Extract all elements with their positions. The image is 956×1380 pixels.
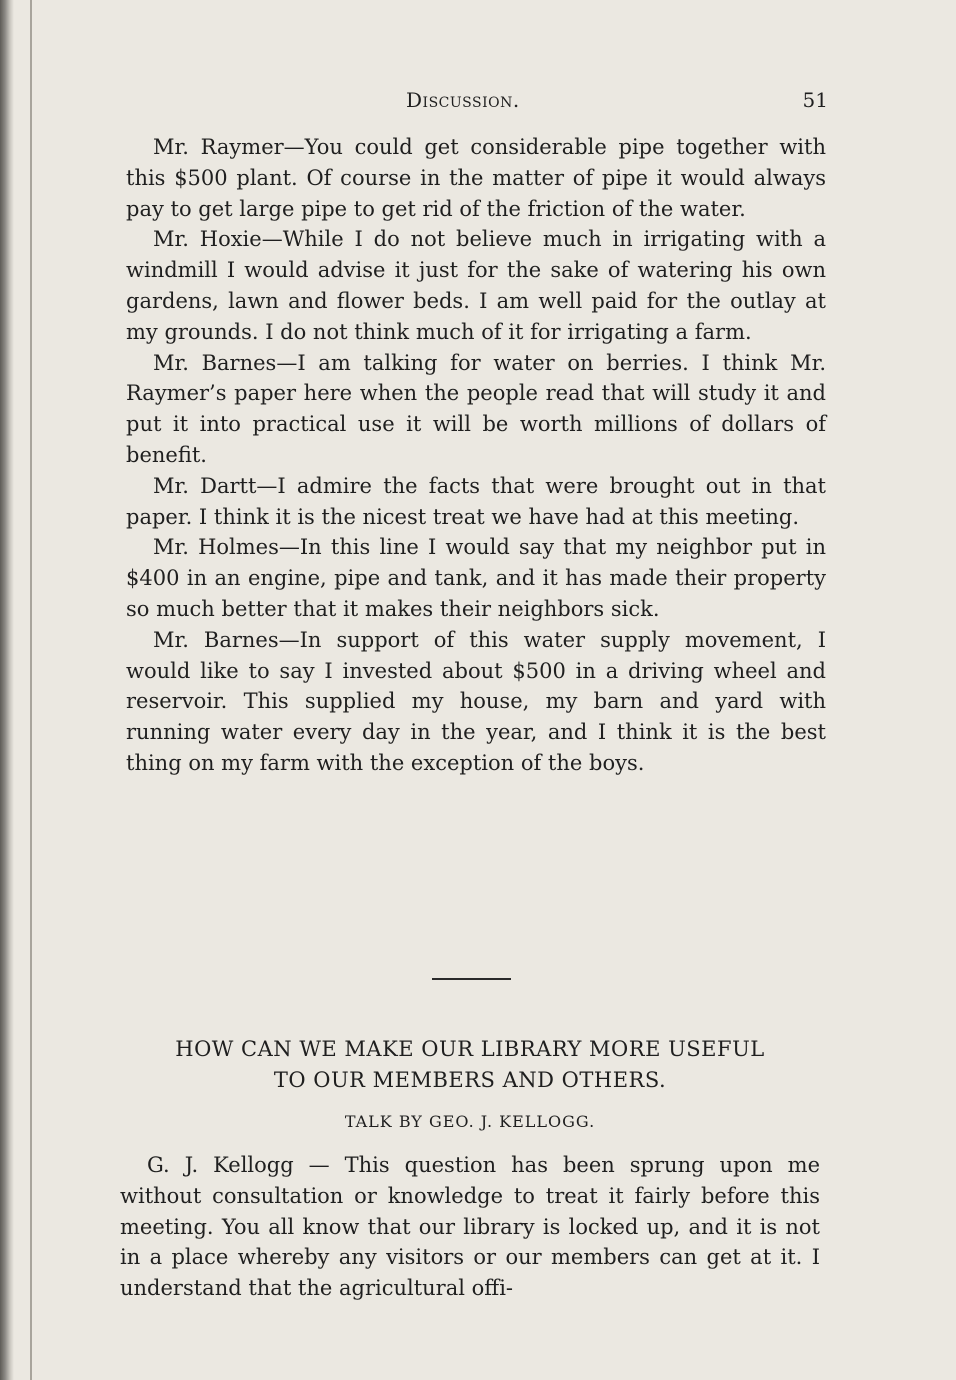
paragraph-dartt: Mr. Dartt—I admire the facts that were brought out in that paper. I think it is the nicest treat we have had at this meeting. bbox=[126, 473, 826, 529]
paragraph-barnes-water: Mr. Barnes—In support of this water supply movement, I would like to say I invested about $500 in a driving wheel and reservoir. This supplied my house, my barn and yard with running water every day in the year, and I think it is the best thing on my farm with the exception of the boys. bbox=[126, 627, 826, 775]
paragraph-kellogg: G. J. Kellogg — This question has been sprung upon me without consultation or knowledge to treat it fairly before this meeting. You all know that our library is locked up, and it is not in a place whereby any visitors or our members can get at it. I understand that the agricultural offi- bbox=[120, 1153, 820, 1301]
section-byline: TALK BY GEO. J. KELLOGG. bbox=[344, 1112, 596, 1131]
page-number: 51 bbox=[802, 88, 828, 112]
paragraph-barnes-berries: Mr. Barnes—I am talking for water on berries. I think Mr. Raymer’s paper here when the people read that will study it and put it into practical use it will be worth millions of dollars of benefit. bbox=[126, 350, 826, 467]
running-title: Discussion. bbox=[406, 88, 520, 112]
section-heading-line-1: HOW CAN WE MAKE OUR LIBRARY MORE USEFUL bbox=[175, 1037, 765, 1061]
paragraph-hoxie: Mr. Hoxie—While I do not believe much in irrigating with a windmill I would advise it just for the sake of watering his own gardens, lawn and flower beds. I am well paid for the outlay at my grounds. I do not think much of it for irrigating a farm. bbox=[126, 227, 826, 344]
page-binding-shadow bbox=[0, 0, 14, 1380]
running-header bbox=[0, 86, 956, 118]
section-heading bbox=[120, 1034, 820, 1096]
section-divider-rule bbox=[432, 978, 511, 980]
page-edge-line bbox=[30, 0, 32, 1380]
paragraph-raymer: Mr. Raymer—You could get considerable pipe together with this $500 plant. Of course in the matter of pipe it would always pay to get large pipe to get rid of the friction of the water. bbox=[126, 135, 826, 221]
section-body bbox=[120, 1150, 820, 1304]
section-heading-line-2: TO OUR MEMBERS AND OTHERS. bbox=[273, 1067, 667, 1092]
discussion-text bbox=[126, 132, 826, 779]
paragraph-holmes: Mr. Holmes—In this line I would say that my neighbor put in $400 in an engine, pipe and tank, and it has made their property so much better that it makes their neighbors sick. bbox=[126, 535, 826, 621]
